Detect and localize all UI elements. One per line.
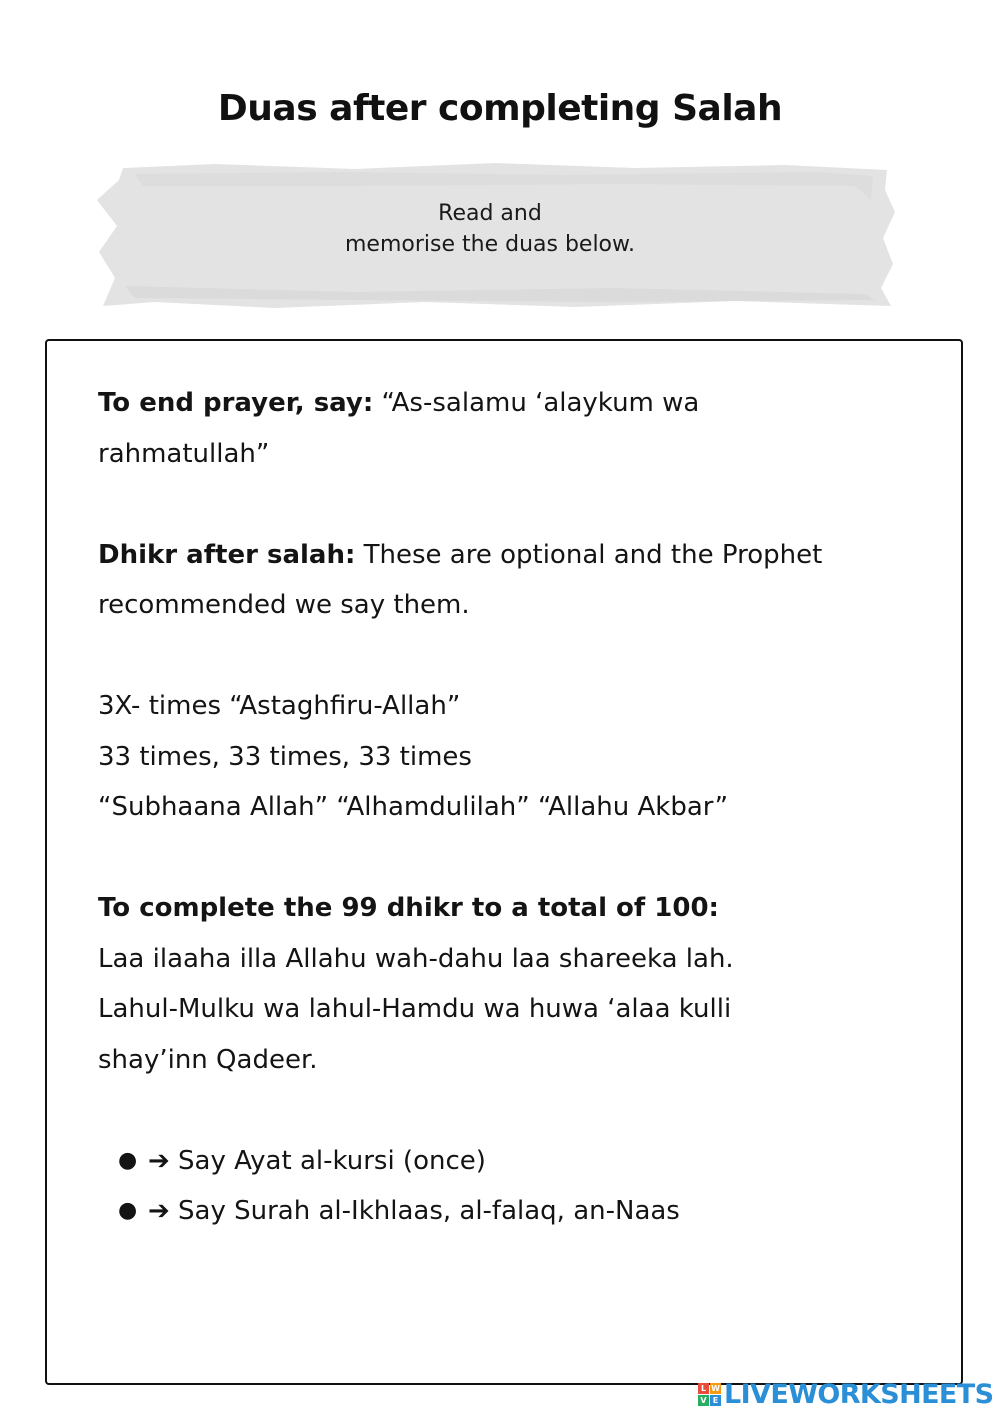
dhikr-paragraph <box>98 530 928 581</box>
logo-grid-icon <box>698 1383 721 1406</box>
logo-letter: W <box>711 1383 720 1393</box>
end-prayer-label: To end prayer, say: <box>98 388 374 418</box>
dhikr-paragraph-cont: recommended we say them. <box>98 590 470 620</box>
instruction-text <box>290 198 690 260</box>
complete-line: Lahul-Mulku wa lahul-Hamdu wa huwa ‘alaa kulli <box>98 994 732 1024</box>
bullet-list <box>98 1136 928 1237</box>
count-line: 3X- times “Astaghfiru-Allah” <box>98 691 461 721</box>
complete-line: shay’inn Qadeer. <box>98 1044 318 1075</box>
list-item <box>98 1136 928 1187</box>
bullet-text: ➔ Say Surah al-Ikhlaas, al-falaq, an-Naas <box>148 1196 680 1226</box>
logo-letter: E <box>710 1395 721 1406</box>
complete-label: To complete the 99 dhikr to a total of 100: <box>98 893 719 923</box>
logo-letter: V <box>698 1395 709 1406</box>
content-body <box>98 378 928 1237</box>
liveworksheets-logo[interactable] <box>698 1377 993 1411</box>
end-prayer-text: “As-salamu ‘alaykum wa <box>373 388 700 418</box>
complete-label-line <box>98 883 928 934</box>
end-prayer-paragraph-cont: rahmatullah” <box>98 438 270 469</box>
list-item <box>98 1186 928 1237</box>
count-line: 33 times, 33 times, 33 times <box>98 741 472 772</box>
instruction-line-1: Read and <box>438 201 542 226</box>
dhikr-label: Dhikr after salah: <box>98 539 356 570</box>
logo-text: LIVEWORKSHEETS <box>724 1378 994 1410</box>
bullet-dot-icon: ● <box>118 1198 138 1223</box>
end-prayer-paragraph <box>98 378 928 429</box>
page-title: Duas after completing Salah <box>217 88 783 129</box>
count-line: “Subhaana Allah” “Alhamdulilah” “Allahu Akbar” <box>98 792 729 822</box>
bullet-text: ➔ Say Ayat al-kursi (once) <box>148 1145 486 1176</box>
complete-line: Laa ilaaha illa Allahu wah-dahu laa shareeka lah. <box>98 943 734 974</box>
logo-letter: L <box>698 1383 709 1394</box>
instruction-line-2: memorise the duas below. <box>345 232 635 257</box>
dhikr-text: These are optional and the Prophet <box>355 539 823 570</box>
bullet-dot-icon: ● <box>118 1147 138 1173</box>
